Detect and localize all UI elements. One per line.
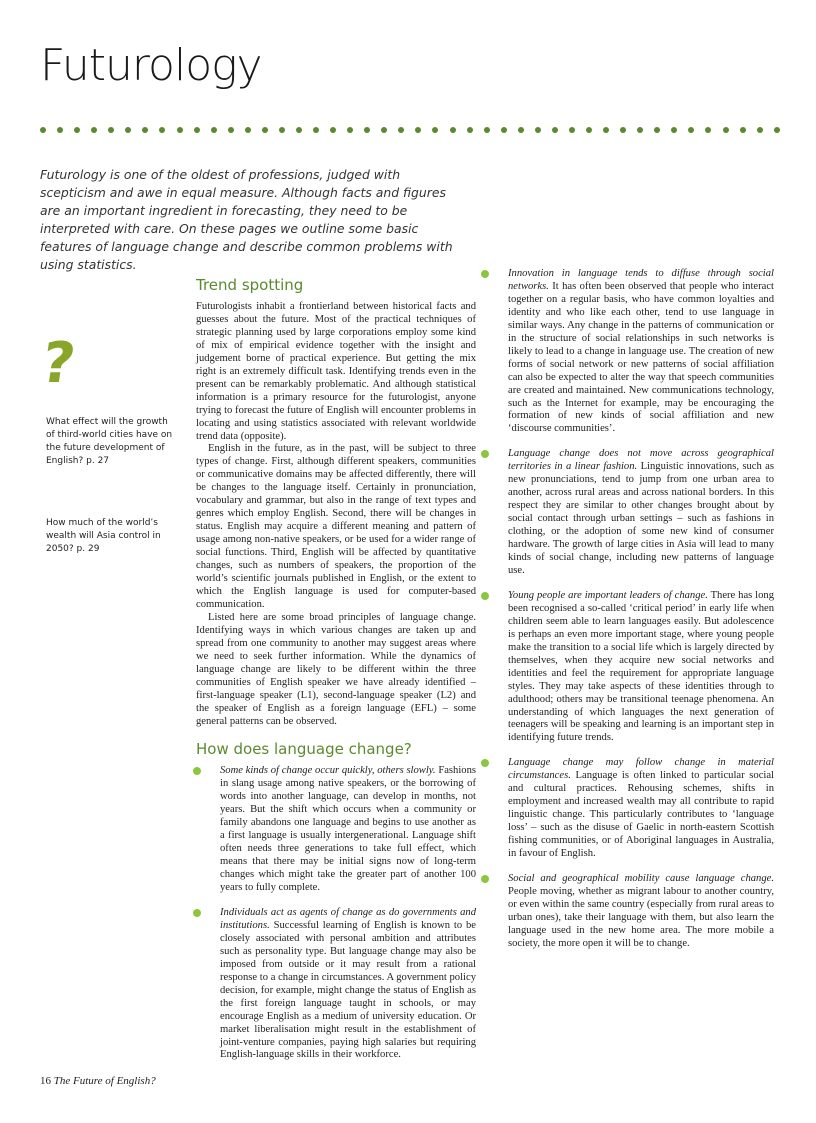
divider-dot: [330, 127, 336, 133]
book-title: The Future of English?: [53, 1075, 156, 1087]
divider-dot: [415, 127, 421, 133]
body-paragraph: Listed here are some broad principles of language change. Identifying ways in which various changes are taken up and spread from one community to another may suggest areas where we need to seek further information. While the dynamics of language change are likely to be different within the three communities of English speaker we have already identified – first-language speaker (L1), second-language speaker (L2) and the speaker of English as a foreign language (EFL) – some general patterns can be observed.: [196, 611, 476, 727]
divider-dot: [501, 127, 507, 133]
bullet-lead: Innovation in language tends to diffuse through social networks.: [508, 268, 774, 292]
divider-dot: [723, 127, 729, 133]
divider-dot: [159, 127, 165, 133]
intro-paragraph: Futurology is one of the oldest of professions, judged with scepticism and awe in equal measure. Although facts and figures are an important ingredient in forecasting, they need to be interpreted with care. On these pages we outline some basic features of language change and describe common problems with using statistics.: [40, 167, 453, 272]
divider-dot: [774, 127, 780, 133]
divider-dot: [279, 127, 285, 133]
divider-dot: [552, 127, 558, 133]
body-paragraph: Futurologists inhabit a frontierland between historical facts and guesses about the future. Most of the practical techniques of strategic planning used by large corporations employ some kind of mix of empirical evidence together with the insight and judgement borne of practical experience. But getting the mix right is an extremely difficult task. Identifying trends even in the present can be remarkably problematic. And although statistical information is a primary resource for the futurologist, anyone trying to forecast the future of English will encounter problems in locating and using statistics associated with relevant worldwide trend data (opposite).: [196, 301, 476, 442]
bullet-lead: Language change may follow change in material circumstances.: [508, 757, 774, 782]
divider-dot: [757, 127, 763, 133]
divider-dot: [535, 127, 541, 133]
divider-dot: [57, 127, 63, 133]
divider-dot: [74, 127, 80, 133]
page-number: 16: [40, 1075, 51, 1087]
divider-dot: [586, 127, 592, 133]
question-mark-icon: ?: [37, 331, 80, 396]
bullet-lead: Language change does not move across geographical territories in a linear fashion.: [508, 448, 774, 473]
divider-dot: [518, 127, 524, 133]
bullet-lead: Young people are important leaders of change.: [508, 589, 708, 601]
bullet-lead: Some kinds of change occur quickly, others slowly.: [220, 765, 436, 777]
divider-dot: [142, 127, 148, 133]
divider-dot: [177, 127, 183, 133]
divider-dot: [313, 127, 319, 133]
side-note: How much of the world’s wealth will Asia control in 2050? p. 29: [46, 518, 161, 554]
bullet-lead: Social and geographical mobility cause language change.: [508, 872, 774, 884]
divider-dot: [671, 127, 677, 133]
divider-dot: [620, 127, 626, 133]
divider-dot: [262, 127, 268, 133]
divider-dot: [245, 127, 251, 133]
bullet-text: There has long been recognised a so-called ‘critical period’ in early life when children seem able to learn languages easily. But adolescence is perhaps an even more important stage, where young people make the transition to a social life which is largely directed by themselves, when they acquire new social networks and identities and feel the requirement for appropriate language styles. They may take aspects of these identities through to adulthood; others may be transitional teenage phenomena. An understanding of which languages the next generation of teenagers will be speaking and learning is an important step in identifying future trends.: [508, 589, 774, 744]
divider-dot: [637, 127, 643, 133]
bullet-text: People moving, whether as migrant labour to another country, or even within the same country (especially from rural areas to urban ones), take their language with them, but also learn the language used in the new home area. The more mobile a society, the more open it will be to change.: [508, 885, 774, 949]
divider-dot: [450, 127, 456, 133]
bullet-item: [496, 268, 774, 436]
bullet-item: [496, 757, 774, 861]
divider-dot: [347, 127, 353, 133]
bullet-text: Fashions in slang usage among native speakers, or the borrowing of words into another language, can develop in months, not years. But the shift which occurs when a community or family abandons one language and begins to use another as a first language is usually intergenerational. Language shift often needs three generations to take full effect, which means that there may be initial signs now of long-term changes which might take the greater part of another 100 years to fully complete.: [220, 765, 476, 894]
bullet-text: Successful learning of English is known to be closely associated with personal ambition and attributes such as personality type. But language change may also be imposed from outside or it may result from a rational response to a change in circumstances. A government policy decision, for example, might change the status of English as the first foreign language taught in schools, or may encourage English as a medium of university education. Or market liberalisation might result in the establishment of joint-venture companies, paying high salaries but requiring English-language skills in their workforce.: [220, 919, 476, 1061]
divider-dot: [432, 127, 438, 133]
bullet-text: It has often been observed that people who interact together on a regular basis, who have common loyalties and identity and who like each other, tend to use language in similar ways. Any change in the patterns of communication or in the structure of social relationships in such networks is likely to lead to a change in language use. The creation of new forms of social network or new patterns of social affiliation can also be expected to alter the way that speech communities are created and maintained. New communications technology, such as the Internet for example, may be encouraging the formation of new kinds of social affiliation and new ‘discourse communities’.: [508, 280, 774, 435]
bullet-item: [496, 873, 774, 951]
bullet-item: [208, 907, 476, 1062]
divider-dot: [228, 127, 234, 133]
bullet-item: [208, 765, 476, 895]
section-heading-language-change: How does language change?: [196, 740, 412, 759]
bullet-item: [496, 448, 774, 578]
divider-dot: [484, 127, 490, 133]
divider-dot: [125, 127, 131, 133]
right-column: [496, 166, 774, 951]
bullet-text: Linguistic innovations, such as new pronunciations, tend to jump from one urban area to another, across rural areas and across national borders. In this respect they are similar to other changes brought about by social contact through urban settings – such as fashions in clothing, or the adoption of some new kind of consumer hardware. The growth of large cities in Asia will lead to many kinds of social change, including new patterns of language use.: [508, 461, 775, 576]
divider-dot: [603, 127, 609, 133]
dotted-divider: [40, 124, 780, 136]
divider-dot: [40, 127, 46, 133]
divider-dot: [364, 127, 370, 133]
section-heading-trend-spotting: Trend spotting: [196, 276, 304, 294]
page-title: Futurology: [40, 40, 262, 91]
divider-dot: [569, 127, 575, 133]
middle-column: [196, 276, 476, 1062]
divider-dot: [194, 127, 200, 133]
bullet-item: [496, 590, 774, 745]
divider-dot: [398, 127, 404, 133]
divider-dot: [91, 127, 97, 133]
divider-dot: [211, 127, 217, 133]
body-paragraph: English in the future, as in the past, will be subject to three types of change. First, although different speakers, communities or communicative domains may be affected differently, there will be changes to the language itself. Certainly in pronunciation, vocabulary and grammar, but also in the range of text types and genres which employ English. Second, there will be changes in status. English may acquire a different meaning and pattern of usage among non-native speakers, or be used for a wider range of social functions. Third, English will be affected by quantitative changes, such as numbers of speakers, the proportion of the world’s scientific journals published in English, or the extent to which the English language is used for computer-based communication.: [196, 443, 476, 610]
divider-dot: [688, 127, 694, 133]
divider-dot: [705, 127, 711, 133]
divider-dot: [654, 127, 660, 133]
divider-dot: [108, 127, 114, 133]
bullet-lead: Individuals act as agents of change as do governments and institutions.: [220, 906, 476, 931]
divider-dot: [381, 127, 387, 133]
bullet-text: Language is often linked to particular social and cultural practices. Rehousing schemes, shifts in employment and increased wealth may all contribute to rapid linguistic change. This particularly contributes to ‘language loss’ – such as the disuse of Gaelic in north-eastern Scottish fishing communities, or of Aboriginal languages in Australia, in favour of English.: [508, 770, 774, 860]
divider-dot: [467, 127, 473, 133]
side-note: What effect will the growth of third-world cities have on the future development of English? p. 27: [46, 417, 173, 466]
page-footer: [40, 1075, 156, 1087]
divider-dot: [740, 127, 746, 133]
divider-dot: [296, 127, 302, 133]
